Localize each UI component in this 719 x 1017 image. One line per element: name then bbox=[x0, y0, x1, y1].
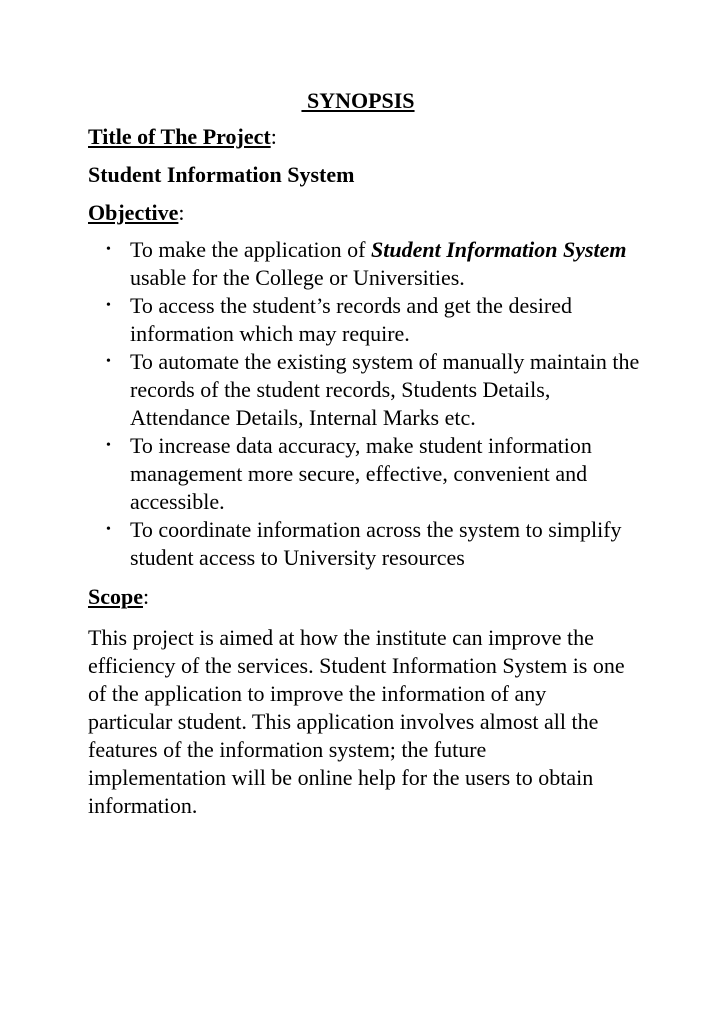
emphasized-system-name: Student Information System bbox=[371, 237, 627, 262]
project-title-label: Title of The Project bbox=[88, 124, 271, 149]
objective-item: • To coordinate information across the system to simplify student access to University resources bbox=[106, 517, 622, 570]
objective-heading bbox=[88, 198, 648, 228]
bullet-icon: • bbox=[106, 522, 111, 537]
objective-item: • To make the application of Student Information System usable for the College or Universities. bbox=[106, 237, 627, 290]
objective-item: • To access the student’s records and get the desired information which may require. bbox=[106, 293, 572, 346]
objective-colon: : bbox=[178, 200, 185, 225]
bullet-icon: • bbox=[106, 438, 111, 453]
bullet-icon: • bbox=[106, 354, 111, 369]
scope-heading bbox=[88, 582, 648, 612]
objective-item: • To increase data accuracy, make student information management more secure, effective, convenient and accessible. bbox=[106, 433, 592, 514]
objective-label: Objective bbox=[88, 200, 179, 225]
project-name: Student Information System bbox=[88, 162, 355, 187]
scope-label: Scope bbox=[88, 584, 143, 609]
objective-item: • To automate the existing system of manually maintain the records of the student records, Students Details, Attendance Details, Internal Marks etc. bbox=[106, 349, 640, 430]
scope-paragraph: This project is aimed at how the institute can improve the efficiency of the services. Student Information System is one of the application to improve the information of any particular student. This application involves almost all the features of the information system; the future implementation will be online help for the users to obtain information. bbox=[88, 625, 625, 818]
document-page bbox=[88, 86, 648, 820]
bullet-icon: • bbox=[106, 242, 111, 257]
document-title: SYNOPSIS bbox=[301, 88, 415, 113]
objective-list bbox=[88, 236, 648, 572]
project-title-heading bbox=[88, 122, 648, 152]
bullet-icon: • bbox=[106, 298, 111, 313]
scope-colon: : bbox=[143, 584, 150, 609]
project-title-colon: : bbox=[270, 124, 277, 149]
